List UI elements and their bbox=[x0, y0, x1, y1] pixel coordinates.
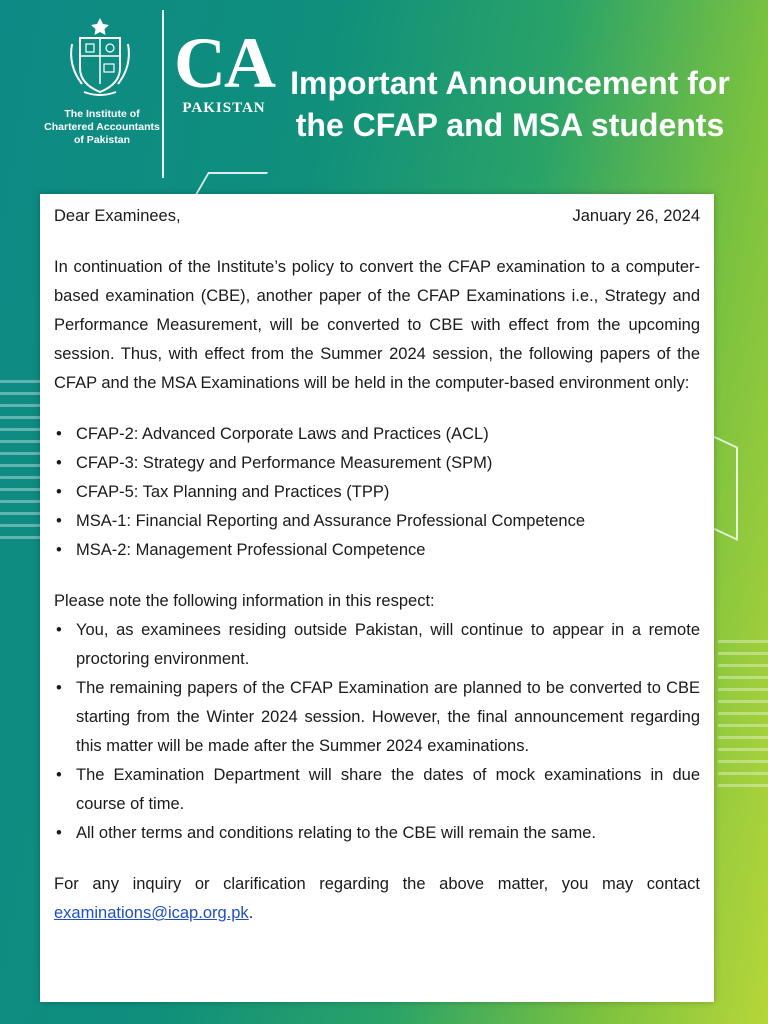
decorative-stripes-left bbox=[0, 380, 42, 540]
letter-body bbox=[54, 202, 700, 928]
announcement-letter bbox=[40, 194, 714, 1002]
salutation: Dear Examinees, bbox=[54, 207, 181, 225]
list-item: • CFAP-2: Advanced Corporate Laws and Practices (ACL) bbox=[54, 420, 700, 449]
contact-end: . bbox=[248, 904, 254, 922]
institute-name-line: The Institute of bbox=[64, 108, 140, 120]
institute-name bbox=[44, 108, 160, 147]
list-item: • MSA-1: Financial Reporting and Assurance Professional Competence bbox=[54, 507, 700, 536]
announcement-header bbox=[0, 0, 768, 190]
logo-letters: CA bbox=[174, 23, 274, 103]
notes-heading: Please note the following information in this respect: bbox=[54, 592, 435, 610]
list-item: • You, as examinees residing outside Pakistan, will continue to appear in a remote proctoring environment. bbox=[54, 616, 700, 674]
letter-top-row bbox=[54, 202, 700, 231]
paper-list bbox=[54, 420, 700, 565]
list-item: • CFAP-3: Strategy and Performance Measurement (SPM) bbox=[54, 449, 700, 478]
decorative-stripes-right bbox=[718, 640, 768, 790]
intro-paragraph: In continuation of the Institute’s policy to convert the CFAP examination to a computer-based examination (CBE), another paper of the CFAP Examinations i.e., Strategy and Performance Measurement, will be converted to CBE with effect from the upcoming session. Thus, with effect from the Summer 2024 session, the following papers of the CFAP and the MSA Examinations will be held in the computer-based environment only: bbox=[54, 258, 700, 392]
contact-paragraph bbox=[54, 870, 700, 928]
contact-email-link[interactable]: examinations@icap.org.pk bbox=[54, 904, 249, 922]
title-line: the CFAP and MSA students bbox=[295, 107, 725, 143]
list-item: • MSA-2: Management Professional Competence bbox=[54, 536, 700, 565]
icap-crest-icon bbox=[66, 14, 134, 98]
contact-text: For any inquiry or clarification regarding the above matter, you may contact bbox=[54, 875, 700, 893]
list-item: • The remaining papers of the CFAP Examination are planned to be converted to CBE starting from the Winter 2024 session. However, the final announcement regarding this matter will be made after the Summer 2024 examinations. bbox=[54, 674, 700, 761]
letter-date: January 26, 2024 bbox=[572, 207, 700, 225]
list-item: • All other terms and conditions relating to the CBE will remain the same. bbox=[54, 819, 700, 848]
ca-pakistan-logo bbox=[174, 23, 274, 117]
logo-subtitle: PAKISTAN bbox=[182, 100, 266, 116]
institute-name-line: Chartered Accountants bbox=[44, 121, 160, 133]
list-item: • The Examination Department will share the dates of mock examinations in due course of time. bbox=[54, 761, 700, 819]
page-title bbox=[290, 62, 730, 146]
header-divider bbox=[162, 10, 164, 178]
title-line: Important Announcement for bbox=[290, 65, 730, 101]
institute-name-line: of Pakistan bbox=[73, 134, 131, 146]
notes-list bbox=[54, 616, 700, 848]
list-item: • CFAP-5: Tax Planning and Practices (TPP) bbox=[54, 478, 700, 507]
